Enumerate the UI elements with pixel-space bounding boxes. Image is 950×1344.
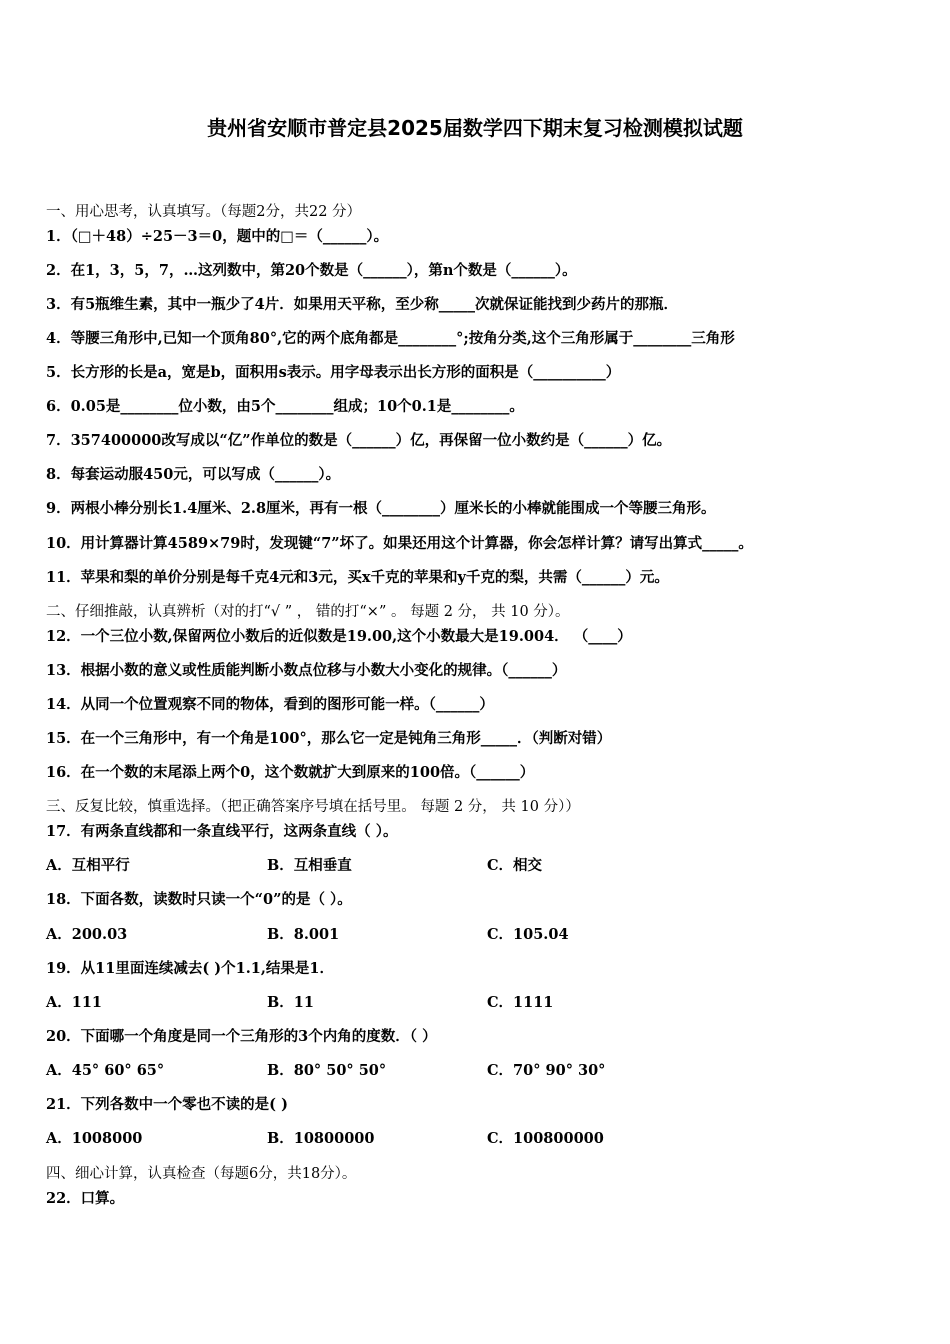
question-15: 15．在一个三角形中，有一个角是100°，那么它一定是钝角三角形_____．（判断对错） <box>46 730 612 747</box>
option-21-b: B．10800000 <box>267 1130 375 1147</box>
option-19-a: A．111 <box>46 994 103 1011</box>
question-21: 21．下列各数中一个零也不读的是( ) <box>46 1096 288 1113</box>
option-20-c: C．70° 90° 30° <box>487 1062 606 1079</box>
page-title: 贵州省安顺市普定县2025届数学四下期末复习检测模拟试题 <box>207 116 743 140</box>
question-6: 6．0.05是________位小数，由5个________组成；10个0.1是________。 <box>46 398 524 415</box>
question-7: 7．357400000改写成以“亿”作单位的数是（______）亿，再保留一位小数约是（______）亿。 <box>46 432 672 449</box>
option-20-b: B．80° 50° 50° <box>267 1062 387 1079</box>
section-heading-1: 一、用心思考，认真填写。（每题2分，共22 分） <box>46 204 362 220</box>
section-heading-3: 三、反复比较，慎重选择。（把正确答案序号填在括号里。 每题 2 分， 共 10 分）） <box>46 799 580 815</box>
question-17: 17．有两条直线都和一条直线平行，这两条直线（ ）。 <box>46 823 398 840</box>
option-17-a: A．互相平行 <box>46 857 130 874</box>
question-9: 9．两根小棒分别长1.4厘米、2.8厘米，再有一根（________）厘米长的小棒就能围成一个等腰三角形。 <box>46 500 716 517</box>
option-17-b: B．互相垂直 <box>267 857 352 874</box>
section-heading-2: 二、仔细推敲，认真辨析（对的打“√ ” ， 错的打“×” 。 每题 2 分， 共 10 分）。 <box>46 604 570 620</box>
question-2: 2．在1，3，5，7，…这列数中，第20个数是（______），第n个数是（______）。 <box>46 262 577 279</box>
question-4: 4．等腰三角形中,已知一个顶角80°,它的两个底角都是________°;按角分类,这个三角形属于________三角形 <box>46 330 735 347</box>
question-13: 13．根据小数的意义或性质能判断小数点位移与小数大小变化的规律。（______） <box>46 662 567 679</box>
option-19-b: B．11 <box>267 994 314 1011</box>
question-16: 16．在一个数的末尾添上两个0，这个数就扩大到原来的100倍。（______） <box>46 764 535 781</box>
question-5: 5．长方形的长是a，宽是b，面积用s表示。用字母表示出长方形的面积是（__________） <box>46 364 621 381</box>
question-20: 20．下面哪一个角度是同一个三角形的3个内角的度数．（ ） <box>46 1028 437 1045</box>
section-heading-4: 四、细心计算，认真检查（每题6分，共18分）。 <box>46 1166 357 1182</box>
question-8: 8．每套运动服450元，可以写成（______）。 <box>46 466 341 483</box>
question-11: 11．苹果和梨的单价分别是每千克4元和3元，买x千克的苹果和y千克的梨，共需（______）元。 <box>46 569 669 586</box>
option-19-c: C．1111 <box>487 994 554 1011</box>
question-19: 19．从11里面连续减去( )个1.1,结果是1． <box>46 960 334 977</box>
option-20-a: A．45° 60° 65° <box>46 1062 165 1079</box>
question-18: 18．下面各数，读数时只读一个“0”的是（ ）。 <box>46 891 352 908</box>
option-21-c: C．100800000 <box>487 1130 604 1147</box>
question-14: 14．从同一个位置观察不同的物体，看到的图形可能一样。（______） <box>46 696 494 713</box>
option-18-a: A．200.03 <box>46 926 128 943</box>
option-18-c: C．105.04 <box>487 926 569 943</box>
option-18-b: B．8.001 <box>267 926 340 943</box>
question-22: 22．口算。 <box>46 1190 125 1207</box>
option-21-a: A．1008000 <box>46 1130 143 1147</box>
question-12: 12．一个三位小数,保留两位小数后的近似数是19.00,这个小数最大是19.004． （____） <box>46 628 632 645</box>
option-17-c: C．相交 <box>487 857 543 874</box>
question-3: 3．有5瓶维生素，其中一瓶少了4片．如果用天平称，至少称_____次就保证能找到少药片的那瓶． <box>46 296 679 313</box>
question-1: 1．（□＋48）÷25－3＝0，题中的□＝（______）。 <box>46 228 389 245</box>
question-10: 10．用计算器计算4589×79时，发现键“7”坏了。如果还用这个计算器，你会怎样计算？请写出算式_____。 <box>46 535 753 552</box>
